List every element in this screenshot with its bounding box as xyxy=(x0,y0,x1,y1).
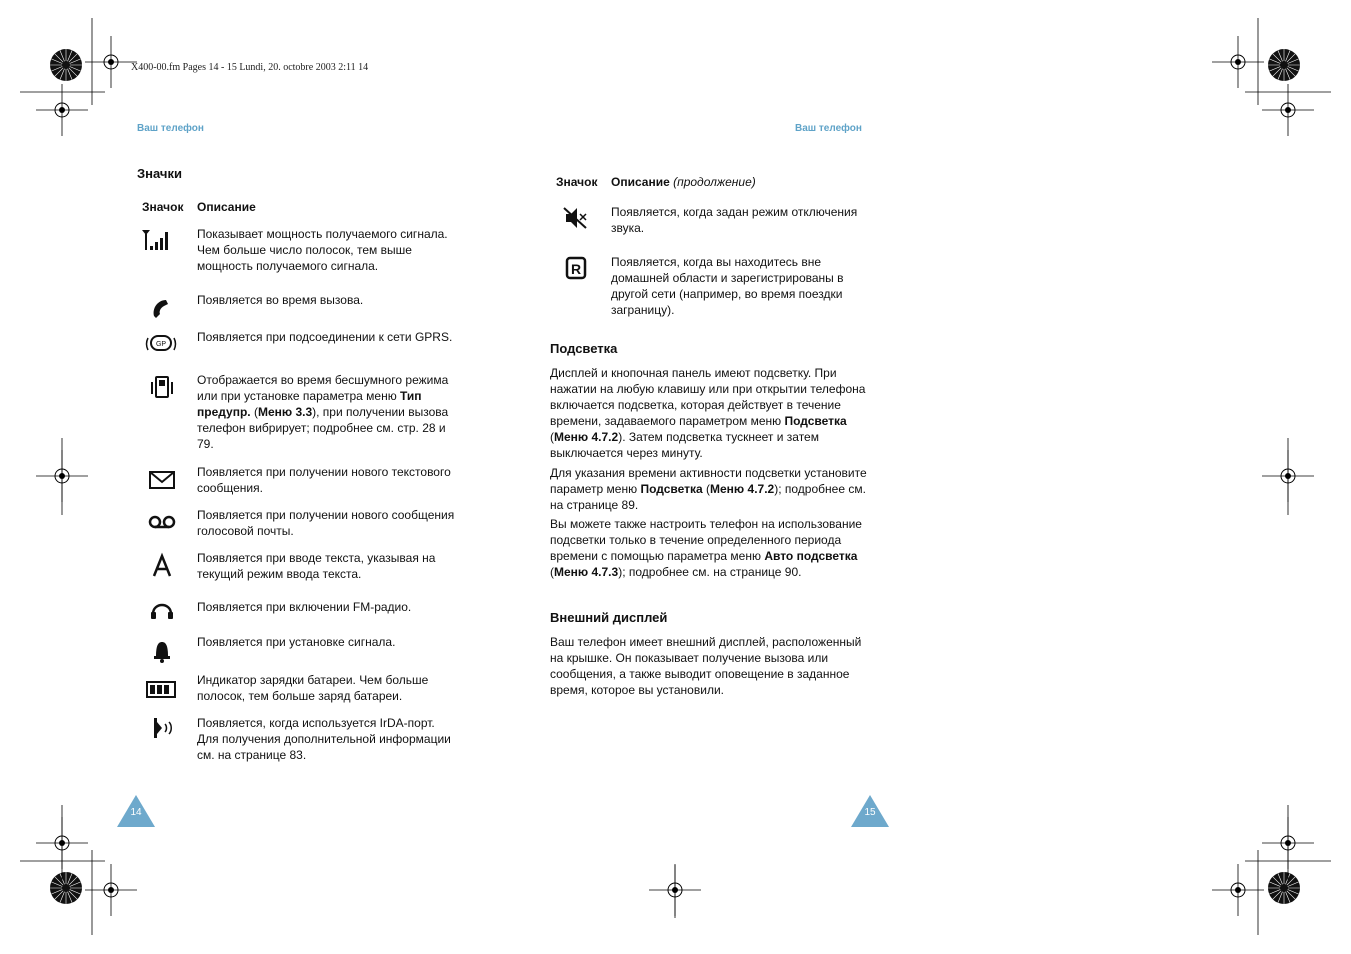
desc-text-input: Появляется при вводе текста, указывая на текущий режим ввода текста. xyxy=(197,551,436,581)
svg-text:R: R xyxy=(570,261,582,277)
desc-sms: Появляется при получении нового текстового сообщения. xyxy=(197,465,451,495)
col-icon-header: Значок xyxy=(142,200,184,214)
icons-section-title: Значки xyxy=(137,166,182,181)
backlight-paragraph-3: Вы можете также настроить телефон на использование подсветки только в течение определенного периода времени с помощью параметра меню Авто подсветка (Меню 4.7.3); подробнее см. на странице 90. xyxy=(550,517,862,579)
col-desc-header-right: Описание (продолжение) xyxy=(611,175,756,189)
envelope-icon xyxy=(146,466,178,494)
desc-gprs: Появляется при подсоединении к сети GPRS. xyxy=(197,330,453,344)
alarm-bell-icon xyxy=(146,636,178,664)
voicemail-icon xyxy=(146,508,178,536)
external-display-title: Внешний дисплей xyxy=(550,610,668,625)
backlight-paragraph-2: Для указания времени активности подсветки установите параметр меню Подсветка (Меню 4.7.2); подробнее см. на странице 89. xyxy=(550,466,867,512)
desc-alarm: Появляется при установке сигнала. xyxy=(197,635,396,649)
vibrate-icon xyxy=(146,374,178,402)
page-number-left: 14 xyxy=(130,807,142,818)
col-desc-header: Описание xyxy=(197,200,256,214)
desc-mute: Появляется, когда задан режим отключения звука. xyxy=(611,205,858,235)
desc-roaming: Появляется, когда вы находитесь вне домашней области и зарегистрированы в другой сети (например, во время поездки заграницу). xyxy=(611,255,844,317)
headphones-icon xyxy=(146,596,178,624)
page-number-right: 15 xyxy=(864,807,876,818)
roaming-icon xyxy=(560,254,592,282)
battery-icon xyxy=(145,676,177,704)
desc-call: Появляется во время вызова. xyxy=(197,293,364,307)
col-icon-header-right: Значок xyxy=(556,175,598,189)
backlight-title: Подсветка xyxy=(550,341,618,356)
svg-text:GP: GP xyxy=(155,341,167,348)
file-header: X400-00.fm Pages 14 - 15 Lundi, 20. octobre 2003 2:11 14 xyxy=(131,62,369,73)
text-input-icon xyxy=(146,552,178,580)
mute-icon xyxy=(560,204,592,232)
running-head-right: Ваш телефон xyxy=(795,123,862,134)
desc-irda: Появляется, когда используется IrDA-порт. Для получения дополнительной информации см. на странице 83. xyxy=(197,716,451,762)
desc-battery: Индикатор зарядки батареи. Чем больше полосок, тем больше заряд батареи. xyxy=(197,673,429,703)
desc-vibrate: Отображается во время бесшумного режима или при установке параметра меню Тип предупр. (Меню 3.3), при получении вызова телефон вибрирует; подробнее см. стр. 28 и 79. xyxy=(197,373,449,451)
irda-icon xyxy=(146,714,178,742)
desc-signal: Показывает мощность получаемого сигнала. Чем больше число полосок, тем выше мощность получаемого сигнала. xyxy=(197,227,448,273)
backlight-paragraph-1: Дисплей и кнопочная панель имеют подсветку. При нажатии на любую клавишу или при открытии телефона включается подсветка, которая действует в течение времени, задаваемого параметром меню Подсветка (Меню 4.7.2). Затем подсветка тускнеет и затем выключается через минуту. xyxy=(550,366,866,460)
gprs-icon xyxy=(145,330,177,358)
desc-fm-radio: Появляется при включении FM-радио. xyxy=(197,600,412,614)
desc-voicemail: Появляется при получении нового сообщения голосовой почты. xyxy=(197,508,455,538)
call-handset-icon xyxy=(148,294,180,322)
signal-strength-icon xyxy=(140,226,172,254)
external-display-paragraph: Ваш телефон имеет внешний дисплей, расположенный на крышке. Он показывает получение вызова или сообщения, а также выводит оповещение в заданное время, которое вы установили. xyxy=(550,635,862,697)
running-head-left: Ваш телефон xyxy=(137,123,204,134)
